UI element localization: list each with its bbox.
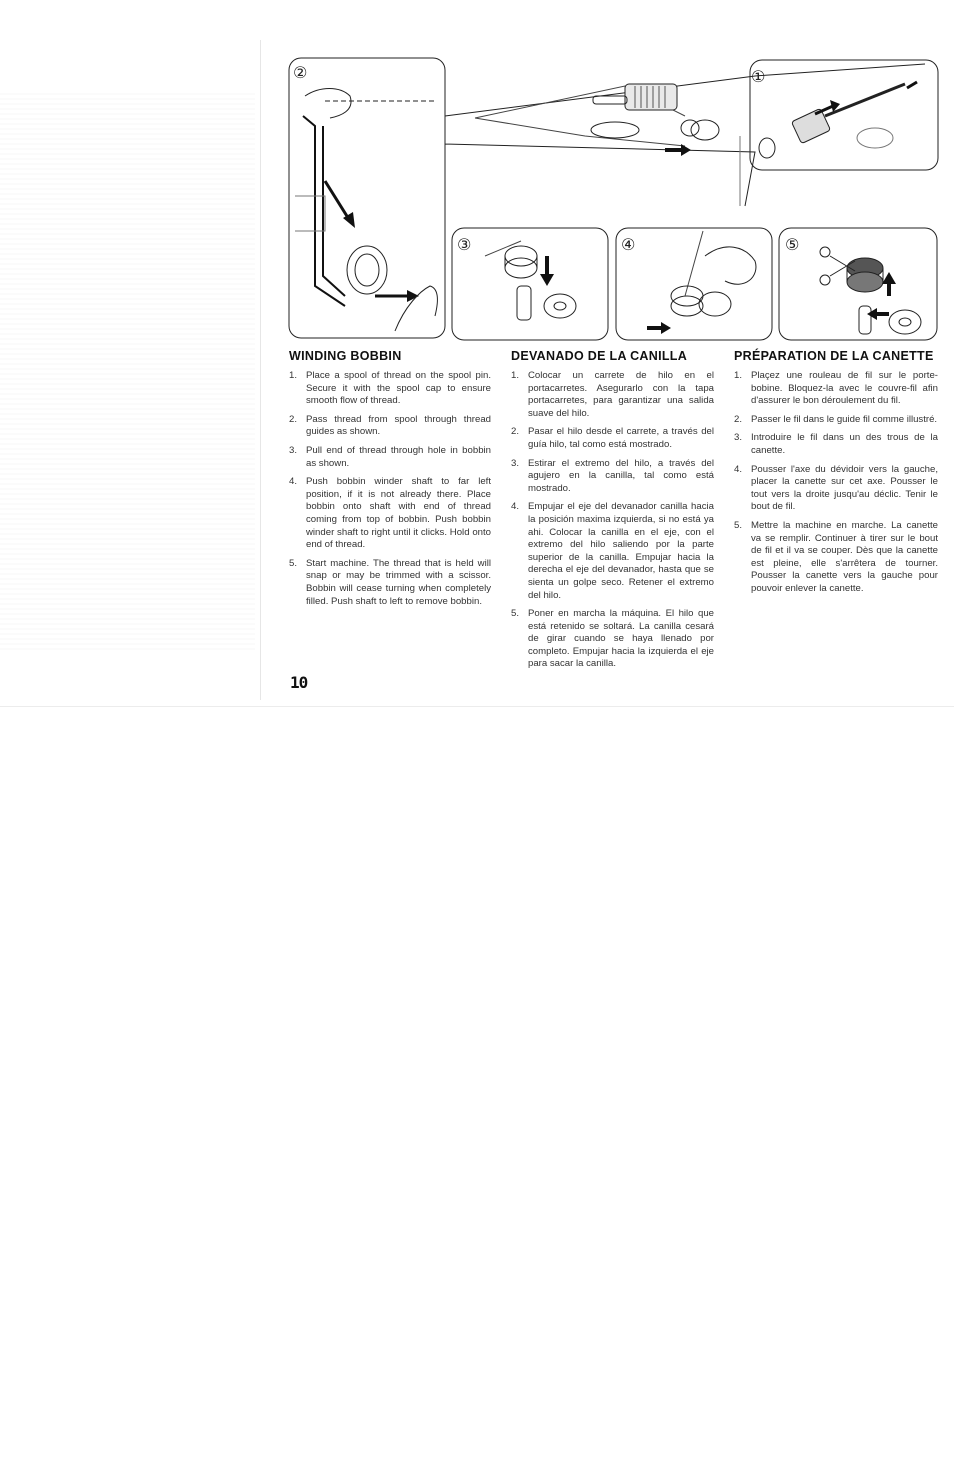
page-number: 10 [290,673,308,692]
panel-3-thread [485,241,521,256]
panel-3-number: ③ [457,235,472,254]
panel-2-number: ② [293,63,308,82]
machine-top-outline [445,64,925,226]
page-fold-line [260,40,261,700]
panel-3-frame [452,228,608,340]
list-item: 2. Pass thread from spool through thread guides as shown. [289,413,491,438]
list-item: 4. Push bobbin winder shaft to far left position, if it is not already there. Place bobbin onto shaft with end of thread coming from top of bobbin. Push bobbin winder shaft to right until it clicks. Hold onto end of thread. [289,476,491,551]
panel-2-hand [395,286,437,331]
panel-2-guide [303,116,345,306]
list-item: 2. Passer le fil dans le guide fil comme illustré. [734,413,938,425]
panel-1-cap [759,138,775,158]
list-item: 4. Pousser l'axe du dévidoir vers la gauche, placer la canette sur cet axe. Pousser le tout vers la droite jusqu'au déclic. Tenir le bout de fil. [734,463,938,513]
panel-1-arrow-2 [907,82,917,88]
panel-5-shaft [859,306,871,334]
panel-1-spool [791,108,830,143]
list-item: 1. Plaçez une rouleau de fil sur le porte-bobine. Bloquez-la avec le couvre-fil afin d'assurer le bon déroulement du fil. [734,370,938,407]
list-item: 1. Colocar un carrete de hilo en el portacarretes. Asegurarlo con la tapa portacarretes, para garantizar una salida suave del hilo. [511,370,714,419]
panel-1-pin [825,84,905,116]
panel-2-frame [289,58,445,338]
oval-cap [591,122,639,138]
panel-3-bobbin [505,246,537,266]
panel-4-number: ④ [621,235,636,254]
english-column [289,350,491,614]
list-item: 1. Place a spool of thread on the spool pin. Secure it with the spool cap to ensure smooth flow of thread. [289,370,491,407]
french-steps [734,370,938,596]
list-item: 5. Start machine. The thread that is held will snap or may be trimmed with a scissor. Bobbin will cease turning when completely filled. Push shaft to left to remove bobbin. [289,557,491,607]
panel-3-shaft [517,286,531,320]
list-item: 2. Pasar el hilo desde el carrete, a través del guía hilo, tal como está mostrado. [511,426,714,450]
french-title: PRÉPARATION DE LA CANETTE [734,349,934,363]
spool-top [625,84,677,110]
list-item: 3. Pull end of thread through hole in bobbin as shown. [289,444,491,469]
panel-1-number: ① [751,67,766,86]
list-item: 5. Mettre la machine en marche. La canette va se remplir. Continuer à tirer sur le bout de fil et il va se couper. Dès que la canette est pleine, elle s'arrêtera de tourner. Pousser la canette vers la gauche pour pouvoir enlever la canette. [734,519,938,594]
spanish-column [511,350,714,677]
page-edge-line [0,706,954,707]
tension-knob [681,120,699,136]
winder-wheel [691,120,719,140]
bobbin-winding-illustration [285,56,941,344]
list-item: 3. Estirar el extremo del hilo, a través del agujero en la canilla, tal como está mostrado. [511,457,714,494]
list-item: 5. Poner en marcha la máquina. El hilo que está retenido se soltará. La canilla cesará de girar cuando se haya llenado por completo. Empujar hacia la izquierda el eje para sacar la canilla. [511,608,714,670]
scan-texture [0,90,255,650]
list-item: 4. Empujar el eje del devanador canilla hacia la posición maxima izquierda, si no está ya ahi. Colocar la canilla en el eje, con el extremo del hilo saliendo por la parte superior de la canilla. Empujar hacia la derecha el eje del devanador, hasta que se sienta un golpe seco. Retener el extremo del hilo. [511,501,714,601]
spanish-title: DEVANADO DE LA CANILLA [511,349,688,363]
panel-4-frame [616,228,772,340]
panel-5-number: ⑤ [785,235,800,254]
panel-4-hand [705,247,756,284]
panel-1-frame [750,60,938,170]
spool-pin [593,96,627,104]
list-item: 3. Introduire le fil dans un des trous de la canette. [734,432,938,456]
spanish-steps [511,370,714,671]
english-steps [289,370,491,608]
panel-2-bobbin [347,246,387,294]
panel-2-arrow-down [325,181,350,221]
english-title: WINDING BOBBIN [289,349,402,363]
french-column [734,350,938,602]
